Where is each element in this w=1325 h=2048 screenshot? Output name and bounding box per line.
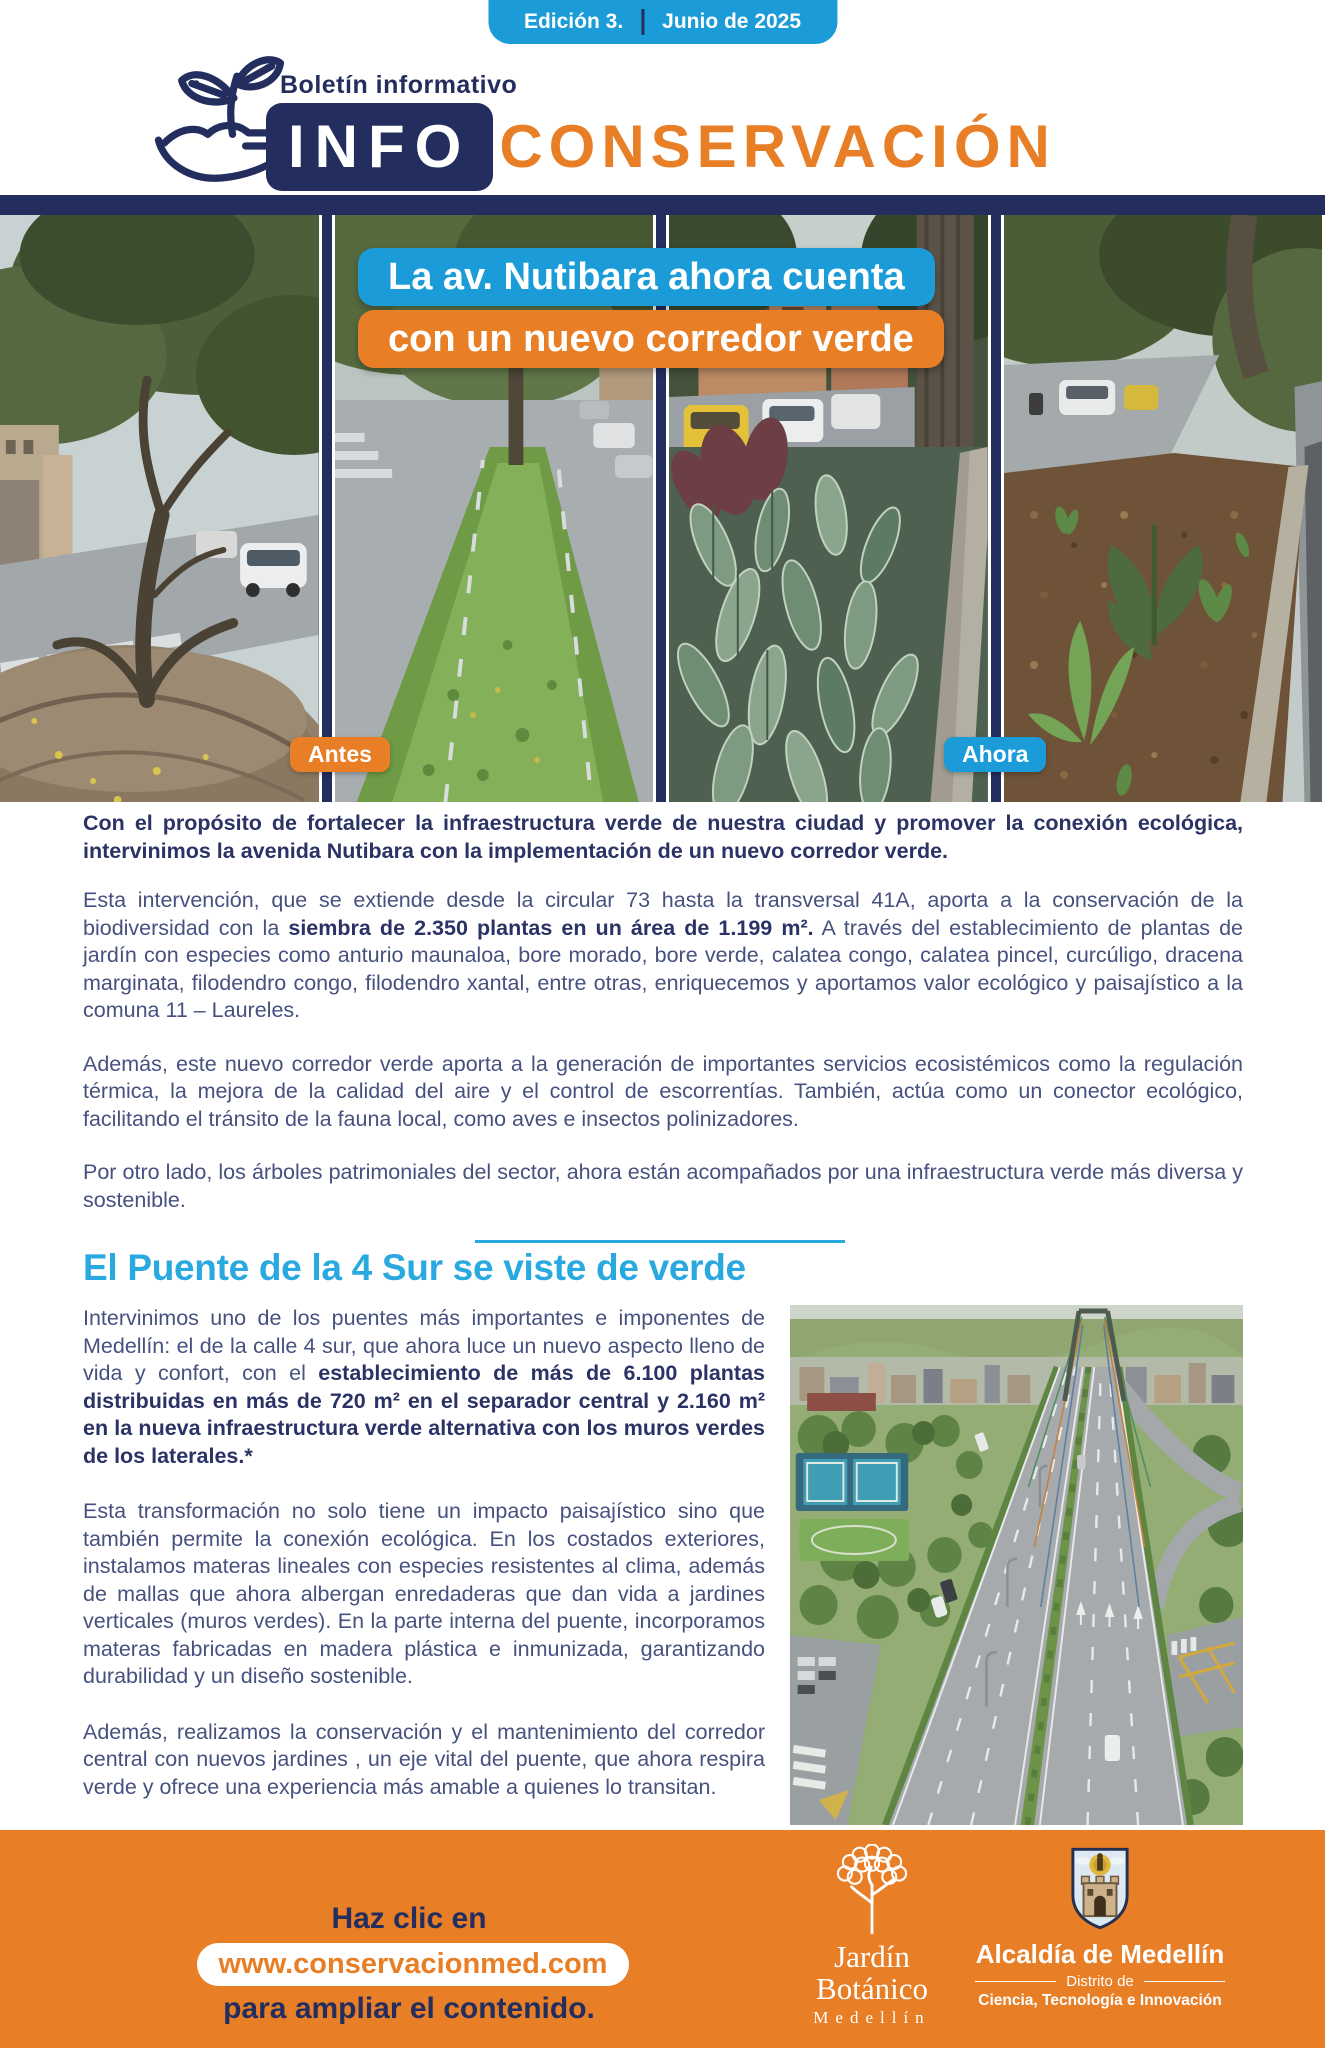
cta-url-pill[interactable]: www.conservacionmed.com bbox=[197, 1943, 630, 1986]
paragraph-segment: A través del establecimiento de plantas de jardín con especies como anturio maunaloa, bore morado, bore verde, calatea congo, calatea pincel, curcúligo, dracena marginata, filodendro congo, filodendro xantal, entre otras, enriquecemos y aportamos valor ecológico y paisajístico a la comuna 11 – Laureles. bbox=[83, 915, 1243, 1023]
ahora-new-planting-art bbox=[1004, 215, 1323, 802]
paragraph-arboles: Por otro lado, los árboles patrimoniales del sector, ahora están acompañados por una infraestructura verde más diversa y sostenible. bbox=[83, 1160, 1243, 1212]
newsletter-kicker: Boletín informativo bbox=[280, 71, 518, 99]
paragraph-mantenimiento: Además, realizamos la conservación y el mantenimiento del corredor central con nuevos jardines , un eje vital del puente, que ahora respira verde y ofrece una experiencia más amable a quienes lo transitan. bbox=[83, 1719, 765, 1799]
paragraph-highlight: establecimiento de más de 6.100 plantas distribuidas en más de 720 m² en el separador central y 2.160 m² en la nueva infraestructura verde alternativa con los muros verdes de los laterales.* bbox=[83, 1361, 765, 1468]
hero-title-line1: La av. Nutibara ahora cuenta bbox=[358, 248, 935, 306]
antes-tree-mound-art bbox=[0, 215, 319, 802]
paragraph-puente-intro bbox=[83, 1305, 765, 1470]
jardin-botanico-logo bbox=[772, 1844, 972, 2028]
paragraph-segment: Esta intervención, que se extiende desde la circular 73 hasta la transversal 41A, aporta a la conservación de la biodiversidad con la bbox=[83, 888, 1243, 940]
alcaldia-medellin-logo bbox=[975, 1846, 1225, 2010]
cta-suffix: para ampliar el contenido. bbox=[223, 1992, 595, 2026]
masthead bbox=[0, 45, 1325, 195]
jardin-line3: Medellín bbox=[813, 2008, 931, 2028]
alcaldia-shield-icon bbox=[1069, 1846, 1131, 1932]
paragraph-intervencion bbox=[83, 887, 1243, 1025]
ahora-new-planting-photo bbox=[1001, 215, 1325, 802]
article-body bbox=[83, 810, 1243, 1879]
alcaldia-line3: Ciencia, Tecnología e Innovación bbox=[978, 1992, 1222, 2009]
lead-paragraph: Con el propósito de fortalecer la infraestructura verde de nuestra ciudad y promover la conexión ecológica, intervinimos la avenida Nutibara con la implementación de un nuevo corredor verde. bbox=[83, 811, 1243, 863]
section-heading: El Puente de la 4 Sur se viste de verde bbox=[83, 1247, 746, 1289]
footer bbox=[0, 1830, 1325, 2048]
jardin-line1: Jardín bbox=[834, 1939, 910, 1974]
bridge-aerial-art bbox=[790, 1305, 1243, 1825]
cta-prefix: Haz clic en bbox=[331, 1902, 487, 1935]
paragraph-highlight: siembra de 2.350 plantas en un área de 1.199 m². bbox=[288, 915, 814, 940]
alcaldia-line2: Distrito de bbox=[975, 1973, 1225, 1990]
brand-conservacion: CONSERVACIÓN bbox=[499, 113, 1056, 180]
hero-title-line2: con un nuevo corredor verde bbox=[358, 310, 944, 368]
alcaldia-line1: Alcaldía de Medellín bbox=[975, 1939, 1225, 1969]
header-divider-bar bbox=[0, 195, 1325, 215]
brand-info: INFO bbox=[266, 103, 493, 191]
jardin-tree-icon bbox=[820, 1844, 924, 1936]
paragraph-transformacion: Esta transformación no solo tiene un impacto paisajístico sino que también permite la conexión ecológica. En los costados exteriores, instalamos materas lineales con especies resistentes al clima, además de mallas que ahora albergan enredaderas que dan vida a jardines verticales (muros verdes). En la parte interna del puente, incorporamos materas fabricadas en madera plástica e inmunizada, garantizando durabilidad y un diseño sostenible. bbox=[83, 1499, 765, 1689]
footer-cta bbox=[139, 1896, 679, 2031]
jardin-line2: Botánico bbox=[816, 1970, 928, 2006]
brand-wordmark bbox=[266, 103, 1056, 191]
bridge-text-column bbox=[83, 1305, 765, 1879]
badge-divider bbox=[641, 9, 644, 35]
paragraph-servicios: Además, este nuevo corredor verde aporta a la generación de importantes servicios ecosistémicos como la regulación térmica, la mejora de la calidad del aire y el control de escorrentías. También, actúa como un conector ecológico, facilitando el tránsito de la fauna local, como aves e insectos polinizadores. bbox=[83, 1051, 1243, 1131]
after-label: Ahora bbox=[944, 737, 1046, 772]
bridge-section bbox=[83, 1305, 1243, 1879]
antes-tree-mound-photo bbox=[0, 215, 322, 802]
paragraph-segment: Intervinimos uno de los puentes más importantes e imponentes de Medellín: el de la calle 4 sur, que ahora luce un nuevo aspecto lleno de vida y confort, con el bbox=[83, 1306, 765, 1386]
before-label: Antes bbox=[290, 737, 390, 772]
section-divider-rule bbox=[475, 1240, 845, 1243]
edition-date: Junio de 2025 bbox=[662, 10, 802, 33]
edition-badge bbox=[488, 0, 837, 44]
edition-label: Edición 3. bbox=[523, 10, 624, 33]
bridge-aerial-photo bbox=[790, 1305, 1243, 1825]
hero-collage bbox=[0, 215, 1325, 802]
